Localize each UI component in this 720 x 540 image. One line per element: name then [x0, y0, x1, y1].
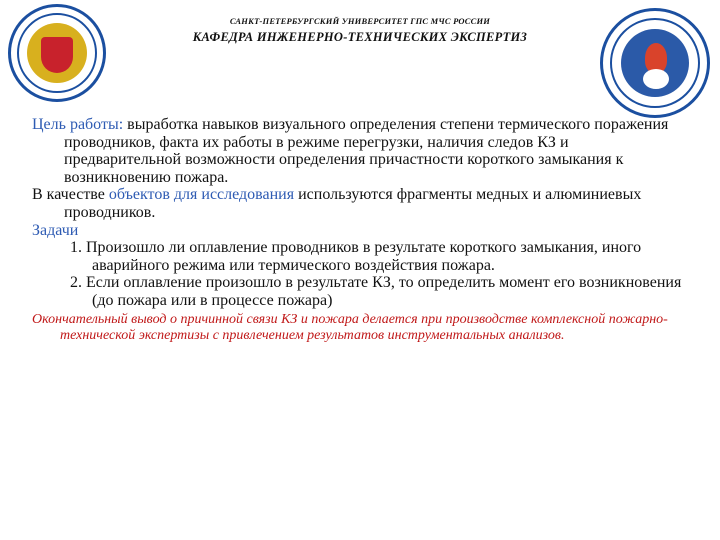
department-emblem-icon	[600, 8, 710, 118]
slide-body	[32, 116, 682, 344]
goal-text: выработка навыков визуального определения степени термического поражения проводников, факта их работы в режиме перегрузки, наличия следов КЗ и предварительной возможности определения причастности короткого замыкания к возникновению пожара.	[64, 116, 669, 186]
objects-highlight: объектов для исследования	[108, 186, 295, 204]
task-item: 1. Произошло ли оплавление проводников в результате короткого замыкания, иного аварийного режима или термического воздействия пожара.	[70, 239, 642, 274]
coat-of-arms-shield-icon	[41, 37, 73, 73]
flask-icon	[643, 69, 669, 89]
task-item: 2. Если оплавление произошло в результате КЗ, то определить момент его возникновения (до пожара или в процессе пожара)	[70, 274, 682, 309]
tasks-list	[32, 239, 682, 309]
objects-suffix: используются фрагменты медных и алюминиевых проводников.	[64, 186, 642, 221]
tasks-heading: Задачи	[32, 221, 79, 239]
university-emblem-icon	[8, 4, 106, 102]
conclusion-text: Окончательный вывод о причинной связи КЗ и пожара делается при производстве комплексной пожарно-технической экспертизы с привлечением результатов инструментальных анализов.	[32, 311, 668, 343]
university-name: САНКТ-ПЕТЕРБУРГСКИЙ УНИВЕРСИТЕТ ГПС МЧС РОССИИ	[229, 16, 491, 26]
goal-paragraph	[32, 116, 682, 186]
department-title: КАФЕДРА ИНЖЕНЕРНО-ТЕХНИЧЕСКИХ ЭКСПЕРТИЗ	[192, 30, 528, 44]
goal-label: Цель работы:	[32, 116, 124, 133]
objects-paragraph	[32, 186, 682, 221]
objects-prefix: В качестве	[32, 186, 109, 204]
